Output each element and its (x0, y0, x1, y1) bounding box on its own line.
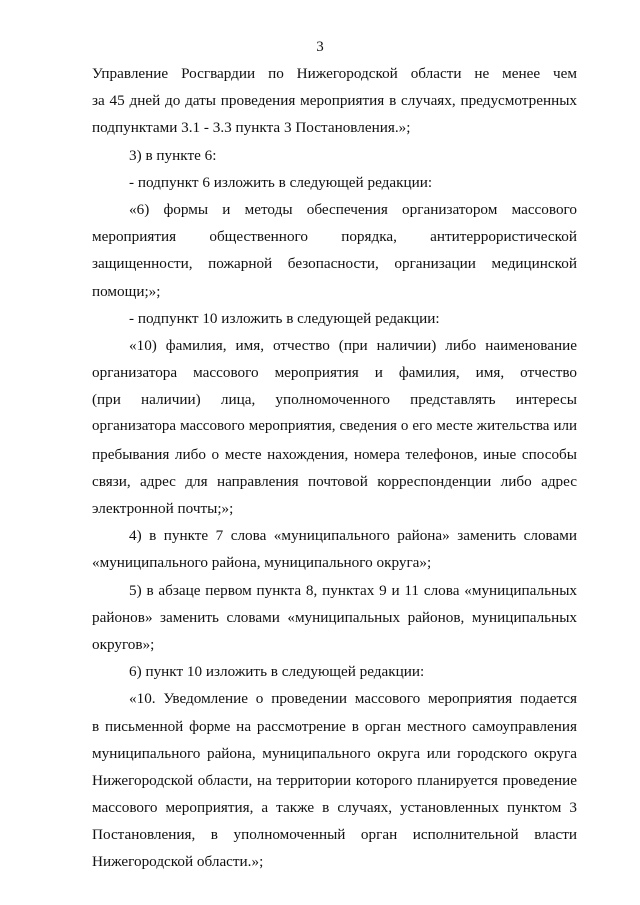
text-line: в письменной форме на рассмотрение в орган местного самоуправления (92, 717, 577, 735)
document-body (92, 60, 577, 876)
text-line: защищенности, пожарной безопасности, организации медицинской (92, 255, 577, 273)
text-line: организатора массового мероприятия, сведения о его месте жительства или (92, 418, 577, 435)
text-line: районов» заменить словами «муниципальных районов, муниципальных (92, 608, 577, 626)
text-line: массового мероприятия, а также в случаях, установленных пунктом 3 (92, 799, 577, 817)
text-line: электронной почты;»; (92, 500, 234, 517)
text-line: пребывания либо о месте нахождения, номера телефонов, иные способы (92, 445, 577, 463)
text-line: помощи;»; (92, 282, 161, 300)
text-line: (при наличии) лица, уполномоченного представлять интересы (92, 391, 577, 409)
text-line: муниципального района, муниципального округа или городского округа (92, 744, 577, 762)
text-line: организатора массового мероприятия и фамилия, имя, отчество (92, 364, 577, 382)
page-number: 3 (316, 39, 324, 55)
text-line: 3) в пункте 6: (129, 146, 217, 164)
text-line: округов»; (92, 635, 155, 653)
text-line: Нижегородской области, на территории которого планируется проведение (92, 771, 577, 789)
text-line: «10) фамилия, имя, отчество (при наличии) либо наименование (129, 336, 577, 354)
text-line: «6) формы и методы обеспечения организатором массового (129, 200, 577, 218)
text-line: Нижегородской области.»; (92, 853, 264, 871)
text-line: Постановления, в уполномоченный орган исполнительной власти (92, 826, 577, 844)
text-line: связи, адрес для направления почтовой корреспонденции либо адрес (92, 472, 577, 490)
text-line: Управление Росгвардии по Нижегородской области не менее чем (92, 65, 577, 82)
text-line: «10. Уведомление о проведении массового мероприятия подается (129, 690, 577, 708)
text-line: 5) в абзаце первом пункта 8, пунктах 9 и 11 слова «муниципальных (129, 581, 577, 599)
text-line: мероприятия общественного порядка, антитеррористической (92, 228, 577, 246)
text-line: за 45 дней до даты проведения мероприятия в случаях, предусмотренных (92, 92, 577, 110)
text-line: - подпункт 10 изложить в следующей редакции: (129, 309, 440, 327)
text-line: подпунктами 3.1 - 3.3 пункта 3 Постановления.»; (92, 119, 411, 137)
text-line: «муниципального района, муниципального округа»; (92, 554, 432, 572)
text-line: 4) в пункте 7 слова «муниципального района» заменить словами (129, 527, 577, 545)
text-line: - подпункт 6 изложить в следующей редакции: (129, 173, 433, 191)
text-line: 6) пункт 10 изложить в следующей редакции: (129, 663, 425, 681)
